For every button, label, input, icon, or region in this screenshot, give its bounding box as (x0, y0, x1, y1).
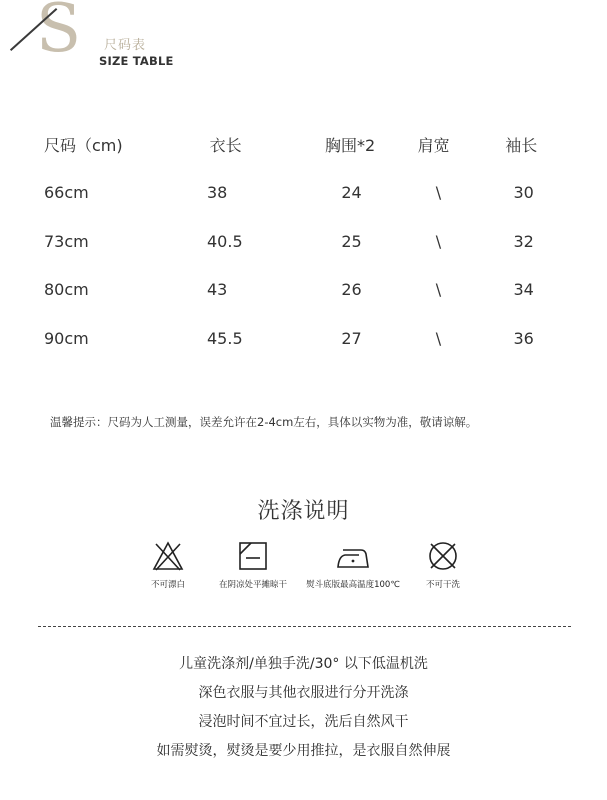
cell-size: 80cm (44, 280, 89, 300)
cell-shoulder: \ (435, 328, 442, 348)
logo-letter: S (36, 0, 82, 67)
cell-chest: 27 (341, 328, 362, 348)
care-notes (0, 652, 607, 768)
header-shoulder: 肩宽 (417, 135, 450, 155)
cell-size: 66cm (44, 183, 89, 203)
cell-shoulder: \ (435, 231, 442, 251)
cell-sleeve: 34 (513, 280, 534, 300)
care-note: 浸泡时间不宜过长，洗后自然风干 (198, 714, 409, 730)
care-label: 熨斗底版最高温度100℃ (306, 580, 400, 590)
care-label: 在阴凉处平摊晾干 (218, 580, 287, 590)
care-note: 深色衣服与其他衣服进行分开洗涤 (198, 685, 409, 701)
table-row (28, 169, 576, 218)
care-label: 不可干洗 (425, 580, 460, 590)
cell-sleeve: 36 (513, 328, 534, 348)
cell-size: 73cm (44, 231, 89, 251)
cell-chest: 26 (341, 280, 362, 300)
cell-chest: 24 (341, 183, 362, 203)
table-row (28, 266, 576, 315)
table-row (28, 217, 576, 266)
care-item-dry-flat-shade (198, 540, 308, 590)
cell-length: 45.5 (207, 328, 243, 348)
dry-flat-shade-icon (237, 540, 269, 572)
header-length: 衣长 (209, 135, 242, 155)
care-note: 儿童洗涤剂/单独手洗/30° 以下低温机洗 (179, 656, 428, 672)
no-dry-clean-icon (427, 540, 459, 572)
care-title: 洗涤说明 (257, 499, 350, 524)
dashed-divider (38, 626, 571, 627)
care-label: 不可漂白 (150, 580, 185, 590)
cell-sleeve: 32 (513, 231, 534, 251)
table-row (28, 314, 576, 363)
logo-title-en: SIZE TABLE (99, 54, 174, 68)
care-icons (0, 540, 607, 600)
cell-sleeve: 30 (513, 183, 534, 203)
no-bleach-icon (152, 540, 184, 572)
iron-low-icon (336, 540, 370, 572)
cell-length: 38 (207, 183, 228, 203)
header-chest: 胸围*2 (324, 135, 376, 155)
cell-chest: 25 (341, 231, 362, 251)
cell-size: 90cm (44, 328, 89, 348)
size-table (28, 120, 576, 363)
size-table-header-row (28, 120, 576, 169)
header-size: 尺码（cm) (44, 135, 123, 155)
cell-shoulder: \ (435, 280, 442, 300)
care-note: 如需熨烫，熨烫是要少用推拉，是衣服自然伸展 (156, 743, 451, 759)
care-item-no-dry-clean (388, 540, 498, 590)
measurement-tip: 温馨提示：尺码为人工测量，误差允许在2-4cm左右，具体以实物为准，敬请谅解。 (50, 415, 478, 429)
size-table-logo (36, 2, 176, 72)
cell-shoulder: \ (435, 183, 442, 203)
cell-length: 43 (207, 280, 228, 300)
logo-title-cn: 尺码表 (104, 38, 147, 53)
cell-length: 40.5 (207, 231, 243, 251)
header-sleeve: 袖长 (505, 135, 538, 155)
